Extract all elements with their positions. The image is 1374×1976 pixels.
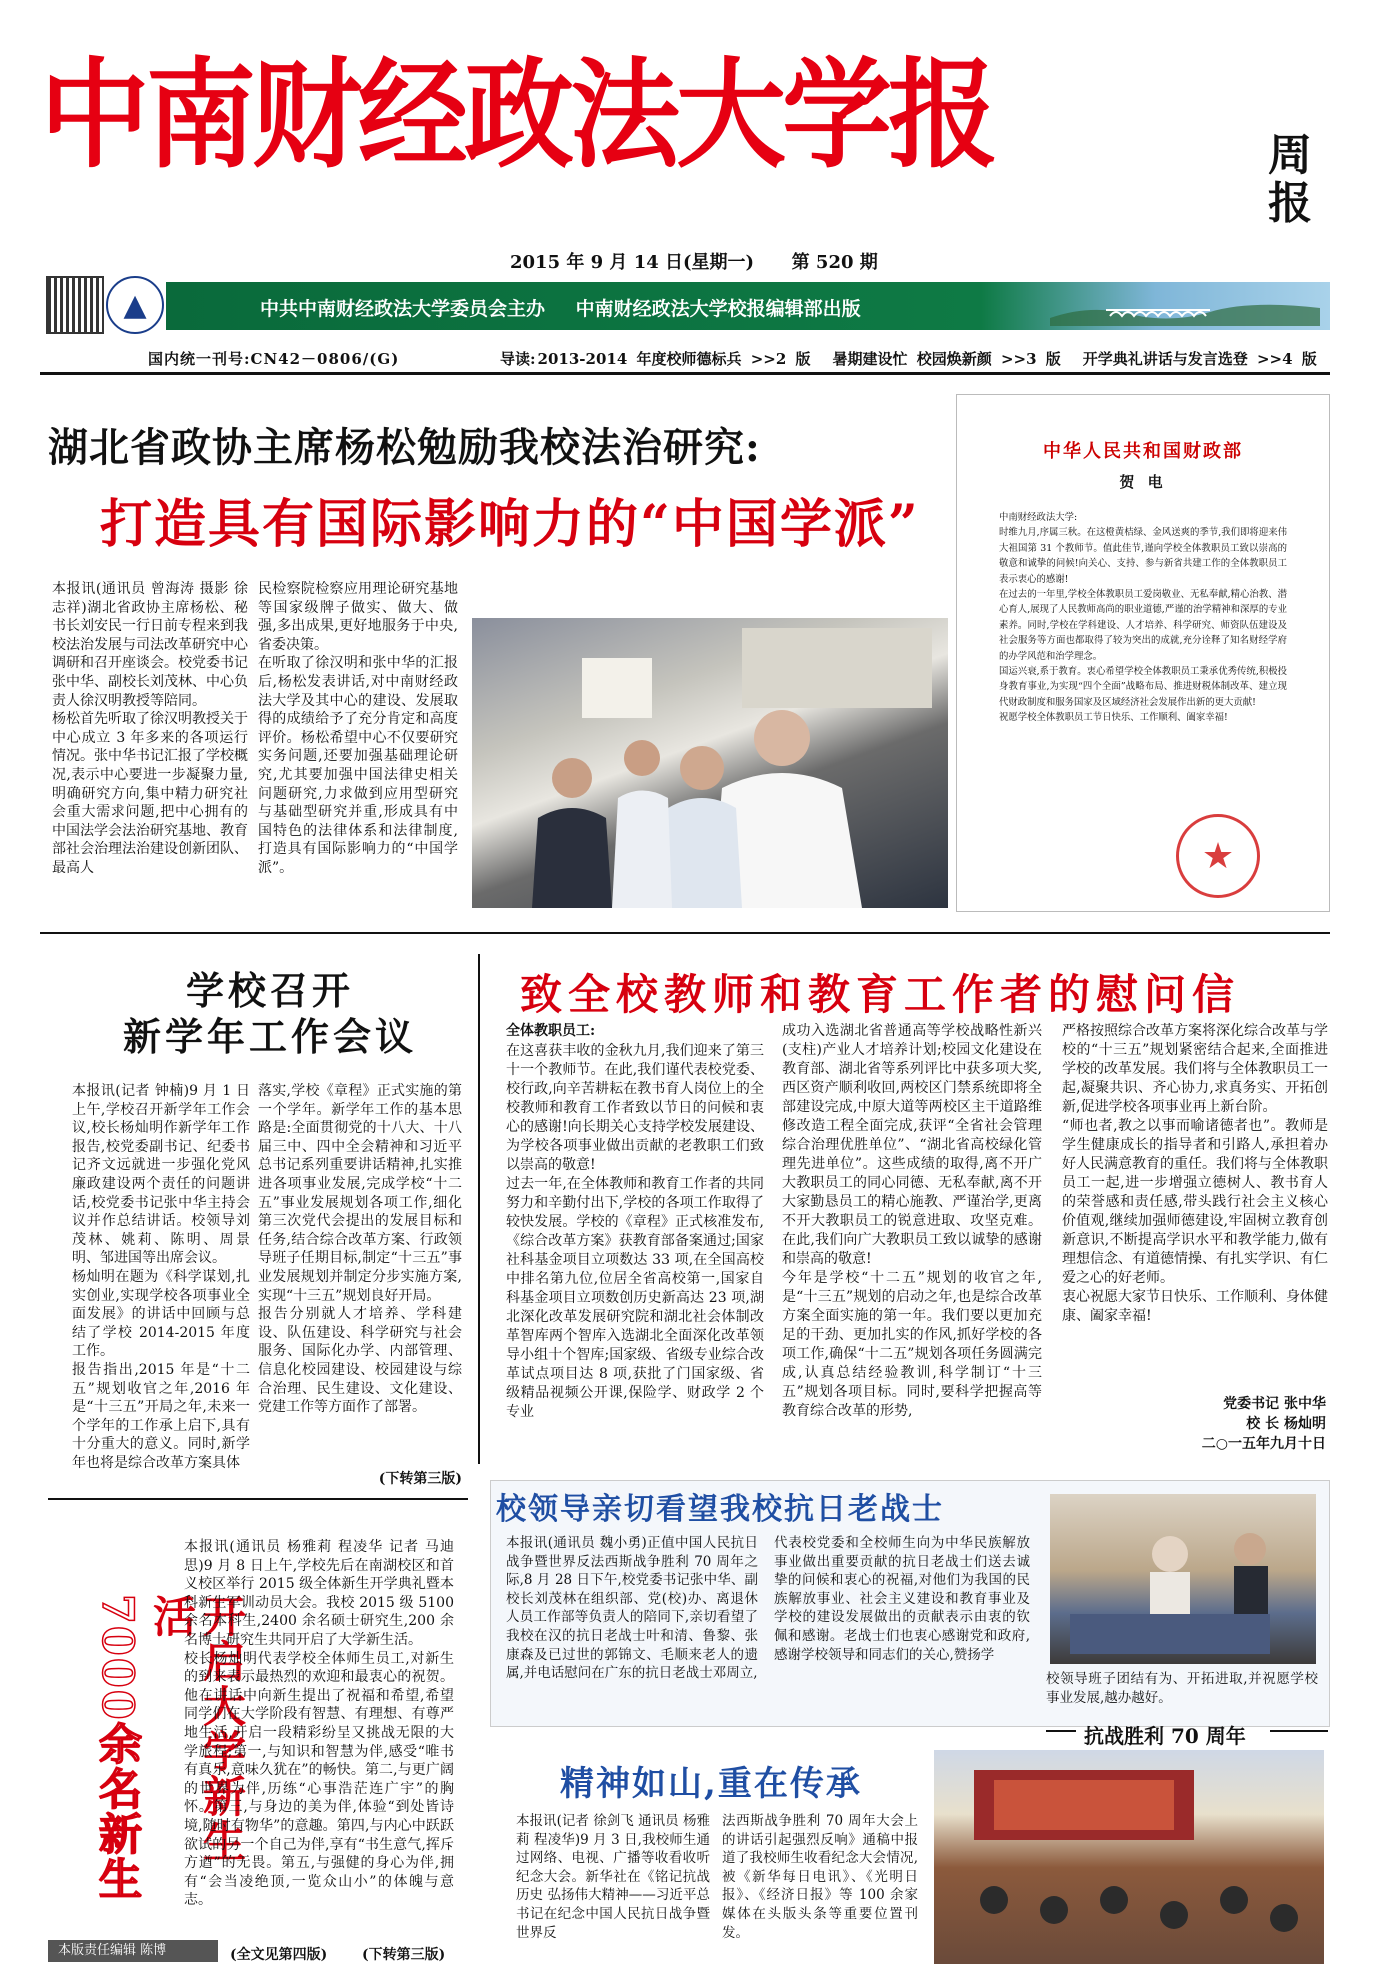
freshmen-headline-main: 开启大学新生活 — [146, 1594, 246, 1864]
signature-date: 二○一五年九月十日 — [1201, 1436, 1326, 1452]
qr-code-icon — [46, 276, 104, 334]
telegram-body: 中南财经政法大学: 时维九月,序属三秋。在这橙黄桔绿、金风送爽的季节,我们即将迎来伟大祖国第 31 个教师节。值此佳节,谨向学校全体教职员工致以崇高的敬意和诚挚的问候!向关心、支持、参与新省共建工作的全体教职员工表示衷心的感谢! 在过去的一年里,学校全体教职员工爱岗敬业、无私奉献,精心治教、潜心育人,展现了人民教师高尚的职业道德,严谨的治学精神和深厚的专业素养。同时,学校在学科建设、人才培养、科学研究、师资队伍建设及社会服务等方面也都取得了较为突出的成就,充分诠释了知名财经学府的办学风范和治学理念。 国运兴衰,系于教育。衷心希望学校全体教职员工秉承优秀传统,积极投身教育事业,为实现“四个全面”战略布局、推进财税体制改革、建立现代财政制度和服务国家及区域经济社会发展作出新的更大贡献! 祝愿学校全体教职员工节日快乐、工作顺利、阖家幸福! — [999, 512, 1287, 724]
banner-rule-right — [1270, 1730, 1328, 1732]
column-divider — [478, 954, 480, 1464]
issue-date: 2015 年 9 月 14 日(星期一) — [510, 252, 755, 273]
table-of-contents — [500, 348, 1317, 369]
letter-headline: 致全校教师和教育工作者的慰问信 — [520, 970, 1241, 1019]
veterans-headline: 校领导亲切看望我校抗日老战士 — [496, 1492, 944, 1527]
issue-number: 第 520 期 — [791, 252, 878, 273]
veterans-column-1: 本报讯(通讯员 魏小勇)正值中国人民抗日战争暨世界反法西斯战争胜利 70 周年之际,8 月 28 日下午,校党委书记张中华、副校长刘茂林在组织部、党(校)办、离退休人员工作部等负责人的陪同下,亲切看望了我校在汉的抗日老战士叶和清、鲁黎、张康森及已过世的郭锦文、毛顺来老人的遗属,并电话慰问在广东的抗日老战士邓周立, — [506, 1535, 758, 1682]
lead-kicker-headline: 湖北省政协主席杨松勉励我校法治研究: — [48, 424, 761, 471]
toc-item-page3[interactable]: 暑期建设忙 校园焕新颜 >>3 版 — [832, 350, 1061, 368]
header-rule — [40, 372, 1330, 375]
section-rule — [40, 932, 1330, 934]
banner-rule-left — [1046, 1730, 1076, 1732]
lead-main-headline: 打造具有国际影响力的“中国学派” — [100, 494, 920, 555]
meeting-jump[interactable]: (下转第三版) — [378, 1471, 462, 1487]
spirit-photo — [934, 1750, 1324, 1964]
telegram-sender: 中华人民共和国财政部 — [1043, 441, 1243, 462]
toc-item-page2[interactable]: 2013-2014 年度校师德标兵 >>2 版 — [537, 350, 811, 368]
issn-number: 国内统一刊号:CN42－0806/(G) — [148, 350, 400, 368]
letter-greeting: 全体教职员工: — [506, 1023, 596, 1039]
freshmen-body: 本报讯(通讯员 杨雅莉 程凌华 记者 马迪思)9 月 8 日上午,学校先后在南湖校区和首义校区举行 2015 级全体新生开学典礼暨本科新生军训动员大会。我校 2015 级 5100 余名本科生,2400 余名硕士研究生,200 余名博士研究生共同开启了大学新生活。 校长杨灿明代表学校全体师生员工,对新生的到来表示最热烈的欢迎和最衷心的祝贺。他在讲话中向新生提出了祝福和希望,希望同学们在大学阶段有智慧、有理想、有尊严地生活,开启一段精彩纷呈又挑战无限的大学旅程;第一,与知识和智慧为伴,感受“唯书有真乐,意味久犹在”的畅快。第二,与更广阔的世界为伴,历练“心事浩茫连广宇”的胸怀。第三,与身边的美为伴,体验“到处皆诗境,随时有物华”的意趣。第四,与内心中跃跃欲试的另一个自己为伴,享有“书生意气,挥斥方遒”的无畏。第五,与强健的身心为伴,拥有“会当凌绝顶,一览众山小”的体魄与意志。 — [184, 1539, 454, 1909]
meeting-headline: 学校召开 新学年工作会议 — [122, 968, 417, 1059]
freshmen-jump-next[interactable]: (下转第三版) — [362, 1947, 446, 1963]
letter-column-2: 成功入选湖北省普通高等学校战略性新兴(支柱)产业人才培养计划;校园文化建设在教育部、湖北省等系列评比中获多项大奖,西区资产顺利收回,两校区门禁系统即将全部建设完成,中原大道等两校区主干道路维修改造工程全面完成,获评“全省社会管理综合治理优胜单位”、“湖北省高校绿化管理先进单位”。这些成绩的取得,离不开广大教职员工的同心同德、无私奉献,离不开大家勤恳员工的精心施教、严谨治学,更离不开大教职员工的锐意进取、攻坚克难。在此,我们向广大教职员工致以诚挚的感谢和崇高的敬意! 今年是学校“十二五”规划的收官之年,是“十三五”规划的启动之年,也是综合改革方案全面实施的第一年。我们要以更加充足的干劲、更加扎实的作风,抓好学校的各项工作,确保“十二五”规划各项任务圆满完成,认真总结经验教训,科学制订“十三五”规划各项目标。同时,要科学把握高等教育综合改革的形势, — [782, 1023, 1042, 1419]
letter-column-3: 严格按照综合改革方案将深化综合改革与学校的“十三五”规划紧密结合起来,全面推进学校的改革发展。我们将与全体教职员工一起,凝聚共识、齐心协力,求真务实、开拓创新,促进学校各项事业再上新台阶。 “师也者,教之以事而喻诸德者也”。教师是学生健康成长的指导者和引路人,承担着办好人民满意教育的重任。我们将与全体教职员工一起,进一步增强立德树人、教书育人的荣誉感和责任感,带头践行社会主义核心价值观,继续加强师德建设,牢固树立教育创新意识,不断提高学识水平和教学能力,做有理想信念、有道德情操、有扎实学识、有仁爱之心的好老师。 衷心祝愿大家节日快乐、工作顺利、身体健康、阖家幸福! — [1062, 1023, 1328, 1324]
lead-column-1: 本报讯(通讯员 曾海涛 摄影 徐志祥)湖北省政协主席杨松、秘书长刘安民一行日前专程来到我校法治发展与司法改革研究中心调研和召开座谈会。校党委书记张中华、副校长刘茂林、中心负责人徐汉明教授等陪同。 杨松首先听取了徐汉明教授关于中心成立 3 年多来的各项运行情况。张中华书记汇报了学校概况,表示中心要进一步凝聚力量,明确研究方向,集中精力研究社会重大需求问题,把中心拥有的中国法学会法治研究基地、教育部社会治理法治建设创新团队、最高人 — [52, 581, 248, 876]
page-editor: 本版责任编辑 陈博 — [48, 1940, 218, 1962]
letter-signatures — [1100, 1394, 1326, 1454]
dateline — [510, 248, 878, 274]
official-seal-icon: ★ — [1176, 814, 1260, 898]
toc-label: 导读: — [500, 350, 536, 368]
congratulatory-telegram — [956, 394, 1330, 912]
spirit-column-2: 法西斯战争胜利 70 周年大会上的讲话引起强烈反响》通稿中报道了我校师生收看纪念大会情况,被《新华每日电讯》、《光明日报》、《经济日报》等 100 余家媒体在头版头条等重要位置刊发。 — [722, 1813, 918, 1941]
masthead-title: 中南财经政法大学报 — [40, 45, 995, 184]
freshmen-headline-sub: 7000余名新生 — [92, 1594, 142, 1902]
anniversary-banner: 抗战胜利 70 周年 — [1084, 1724, 1246, 1748]
sponsor-text: 中共中南财经政法大学委员会主办 中南财经政法大学校报编辑部出版 — [260, 298, 861, 320]
spirit-column-1: 本报讯(记者 徐剑飞 通讯员 杨雅莉 程凌华)9 月 3 日,我校师生通过网络、电视、广播等收看收听纪念大会。新华社在《铭记抗战历史 弘扬伟大精神——习近平总书记在纪念中国人民抗日战争暨世界反 — [516, 1813, 710, 1941]
lead-photo — [472, 618, 948, 908]
spirit-headline: 精神如山,重在传承 — [560, 1764, 862, 1804]
meeting-column-2: 落实,学校《章程》正式实施的第一个学年。新学年工作的基本思路是:全面贯彻党的十八大、十八届三中、四中全会精神和习近平总书记系列重要讲话精神,扎实推进各项事业发展,完成学校“十二五”事业发展规划各项工作,细化第三次党代会提出的发展目标和任务,结合综合改革方案、行政领导班子任期目标,制定“十三五”事业发展规划并制定分步实施方案,实现“十三五”规划良好开局。 报告分别就人才培养、学科建设、队伍建设、科学研究与社会服务、国际化办学、内部管理、信息化校园建设、校园建设与综合治理、民生建设、文化建设、党建工作等方面作了部署。 — [258, 1083, 462, 1416]
masthead-weekly-label: 周报 — [1268, 130, 1312, 229]
university-logo-icon: ▲ — [106, 276, 164, 334]
meeting-bottom-rule — [48, 1498, 468, 1500]
lead-column-2: 民检察院检察应用理论研究基地等国家级牌子做实、做大、做强,多出成果,更好地服务于中央,省委决策。 在听取了徐汉明和张中华的汇报后,杨松发表讲话,对中南财经政法大学及其中心的建设、发展取得的成绩给予了充分肯定和高度评价。杨松希望中心不仅要研究实务问题,还要加强基础理论研究,尤其要加强中国法律史相关问题研究,力求做到应用型研究与基础型研究并重,形成具有中国特色的法律体系和法律制度,打造具有国际影响力的“中国学派”。 — [258, 581, 458, 876]
meeting-column-1: 本报讯(记者 钟楠)9 月 1 日上午,学校召开新学年工作会议,校长杨灿明作新学年工作报告,校党委副书记、纪委书记齐文远就进一步强化党风廉政建设两个责任的问题讲话,校党委书记张中华主持会议并作总结讲话。校领导刘茂林、姚莉、陈明、周景明、邹进国等出席会议。 杨灿明在题为《科学谋划,扎实创业,实现学校各项事业全面发展》的讲话中回顾与总结了学校 2014-2015 年度工作。 报告指出,2015 年是“十二五”规划收官之年,2016 年是“十三五”开局之年,未来一个学年的工作承上启下,具有十分重大的意义。同时,新学年也将是综合改革方案具体 — [72, 1083, 250, 1471]
toc-item-page4[interactable]: 开学典礼讲话与发言选登 >>4 版 — [1082, 350, 1317, 368]
letter-column-1: 在这喜获丰收的金秋九月,我们迎来了第三十一个教师节。在此,我们谨代表校党委、校行政,向辛苦耕耘在教书育人岗位上的全校教师和教育工作者致以节日的问候和衷心的感谢!向长期关心支持学校发展建设、为学校各项事业做出贡献的老教职工们致以崇高的敬意! 过去一年,在全体教师和教育工作者的共同努力和辛勤付出下,学校的各项工作取得了较快发展。学校的《章程》正式核准发布,《综合改革方案》获教育部备案通过;国家社科基金项目立项数达 33 项,在全国高校中排名第九位,位居全省高校第一,国家自科基金项目立项数创历史新高达 23 项,湖北深化改革发展研究院和湖北社会体制改革智库两个智库入选湖北全面深化改革领导小组十个智库;国家级、省级专业综合改革试点项目达 8 项,获批了门国家级、省级精品视频公开课,保险学、财政学 2 个专业 — [506, 1043, 764, 1420]
signature-party-secretary: 党委书记 张中华 — [1223, 1396, 1326, 1412]
veterans-column-2: 代表校党委和全校师生向为中华民族解放事业做出重要贡献的抗日老战士们送去诚挚的问候和衷心的祝福,对他们为我国的民族解放事业、社会主义建设和教育事业及学校的建设发展做出的贡献表示由衷的钦佩和感谢。老战士们也衷心感谢党和政府,感谢学校领导和同志们的关心,赞扬学 — [774, 1535, 1030, 1663]
veterans-photo — [1050, 1494, 1316, 1664]
freshmen-jump-full[interactable]: (全文见第四版) — [230, 1947, 328, 1963]
signature-president: 校 长 杨灿明 — [1246, 1416, 1326, 1432]
bridge-illustration-icon — [1050, 290, 1320, 326]
veterans-column-3: 校领导班子团结有为、开拓进取,并祝愿学校事业发展,越办越好。 — [1046, 1671, 1318, 1706]
telegram-title: 贺 电 — [1119, 473, 1167, 491]
